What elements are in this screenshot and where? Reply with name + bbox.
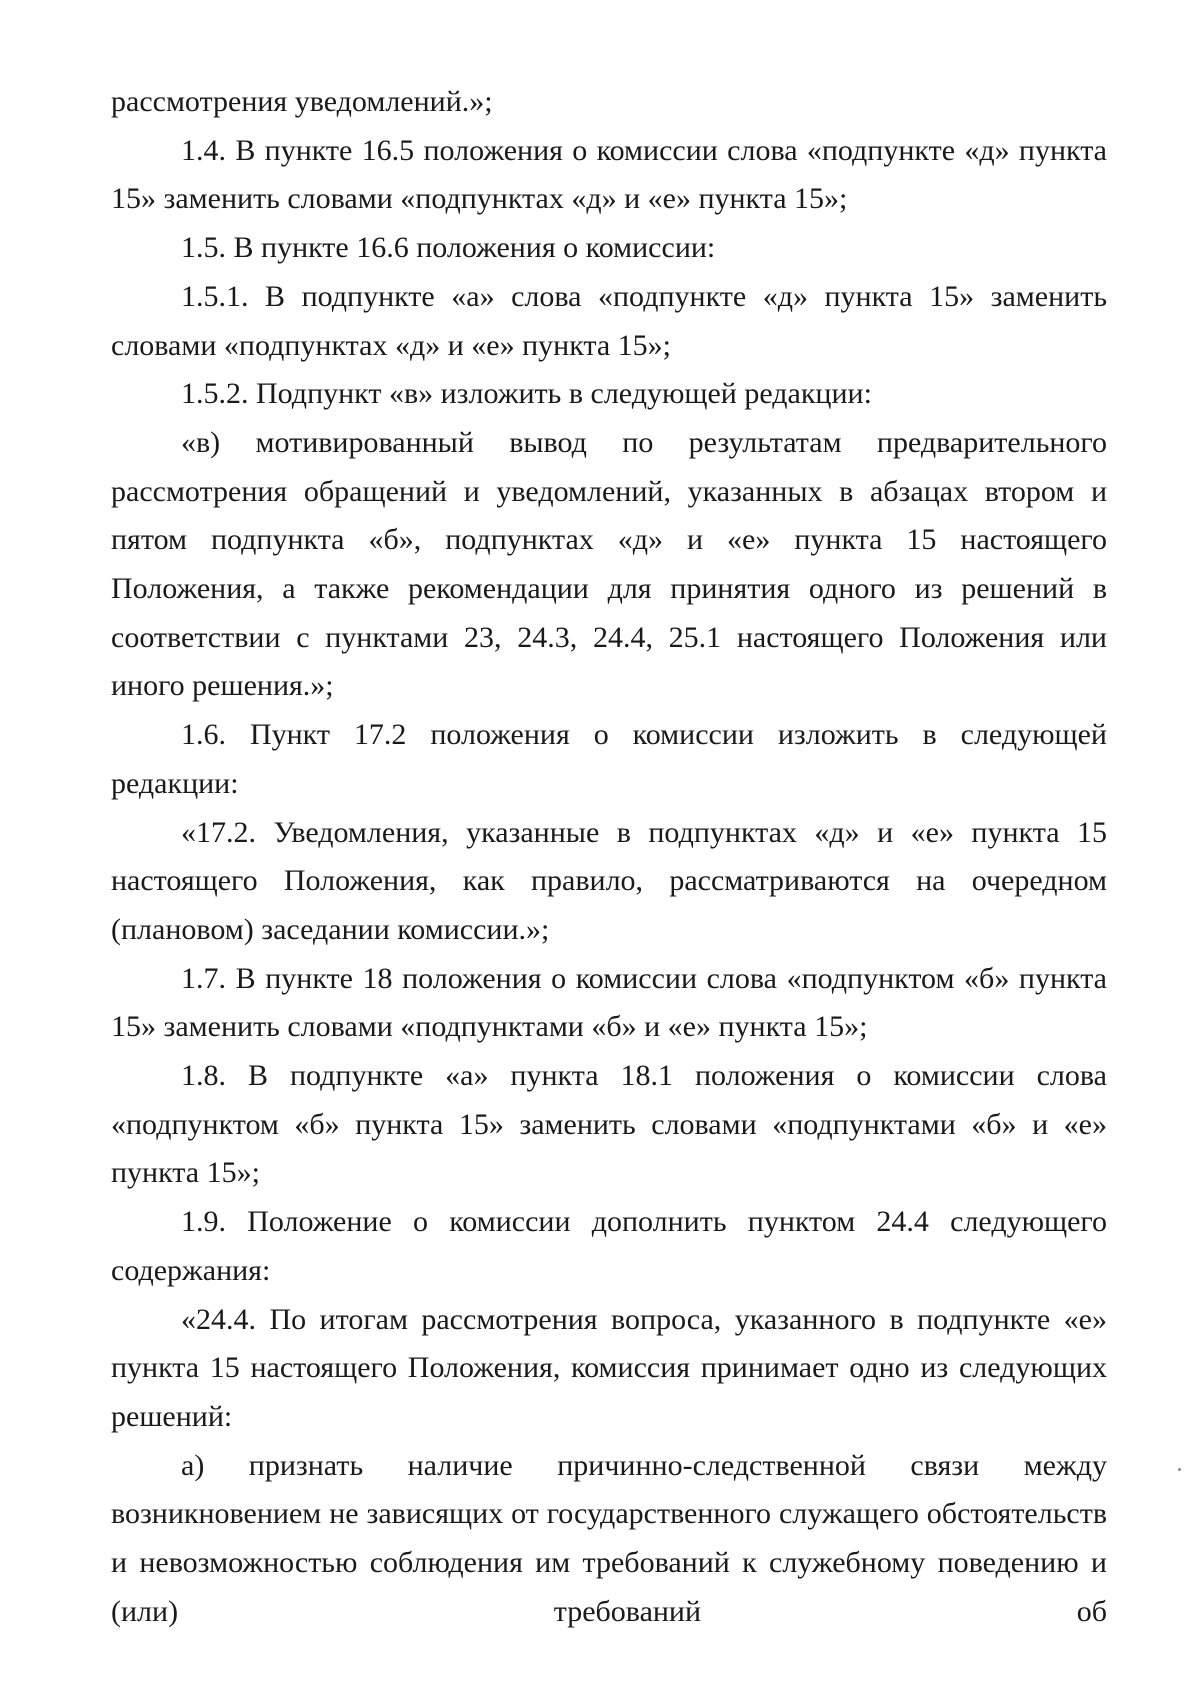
paragraph-quoted-v: «в) мотивированный вывод по результатам предварительного рассмотрения обращений и уведомлений, указанных в абзацах втором и пятом подпункта «б», подпунктах «д» и «е» пункта 15 настоящего Положения, а также рекомендации для принятия одного из решений в соответствии с пунктами 23, 24.3, 24.4, 25.1 настоящего Положения или иного решения.»; bbox=[111, 425, 1107, 703]
paragraph-1-6: 1.6. Пункт 17.2 положения о комиссии изложить в следующей редакции: bbox=[111, 718, 1107, 800]
document-body bbox=[111, 78, 1107, 1637]
paragraph-1-8: 1.8. В подпункте «а» пункта 18.1 положения о комиссии слова «подпунктом «б» пункта 15» заменить словами «подпунктами «б» и «е» пункта 15»; bbox=[111, 1059, 1107, 1190]
paragraph-1-5-1: 1.5.1. В подпункте «а» слова «подпункте «д» пункта 15» заменить словами «подпунктах «д» и «е» пункта 15»; bbox=[111, 279, 1107, 362]
paragraph-quoted-24-4: «24.4. По итогам рассмотрения вопроса, указанного в подпункте «е» пункта 15 настоящего Положения, комиссия принимает одно из следующих решений: bbox=[111, 1302, 1107, 1433]
paragraph-item-a: а) признать наличие причинно-следственной связи между возникновением не зависящих от государственного служащего обстоятельств и невозможностью соблюдения им требований к служебному поведению и (или) требований об bbox=[111, 1448, 1107, 1628]
paragraph-1-5-2: 1.5.2. Подпункт «в» изложить в следующей редакции: bbox=[181, 377, 872, 411]
paragraph-1-5: 1.5. В пункте 16.6 положения о комиссии: bbox=[181, 231, 716, 265]
paragraph-1-7: 1.7. В пункте 18 положения о комиссии слова «подпунктом «б» пункта 15» заменить словами «подпунктами «б» и «е» пункта 15»; bbox=[111, 961, 1107, 1044]
paragraph-continuation: рассмотрения уведомлений.»; bbox=[111, 85, 493, 118]
paragraph-quoted-17-2: «17.2. Уведомления, указанные в подпунктах «д» и «е» пункта 15 настоящего Положения, как правило, рассматриваются на очередном (плановом) заседании комиссии.»; bbox=[111, 815, 1107, 946]
paragraph-1-9: 1.9. Положение о комиссии дополнить пунктом 24.4 следующего содержания: bbox=[111, 1205, 1107, 1287]
scan-speck bbox=[1178, 1468, 1181, 1471]
paragraph-1-4: 1.4. В пункте 16.5 положения о комиссии слова «подпункте «д» пункта 15» заменить словами «подпунктах «д» и «е» пункта 15»; bbox=[111, 133, 1107, 216]
